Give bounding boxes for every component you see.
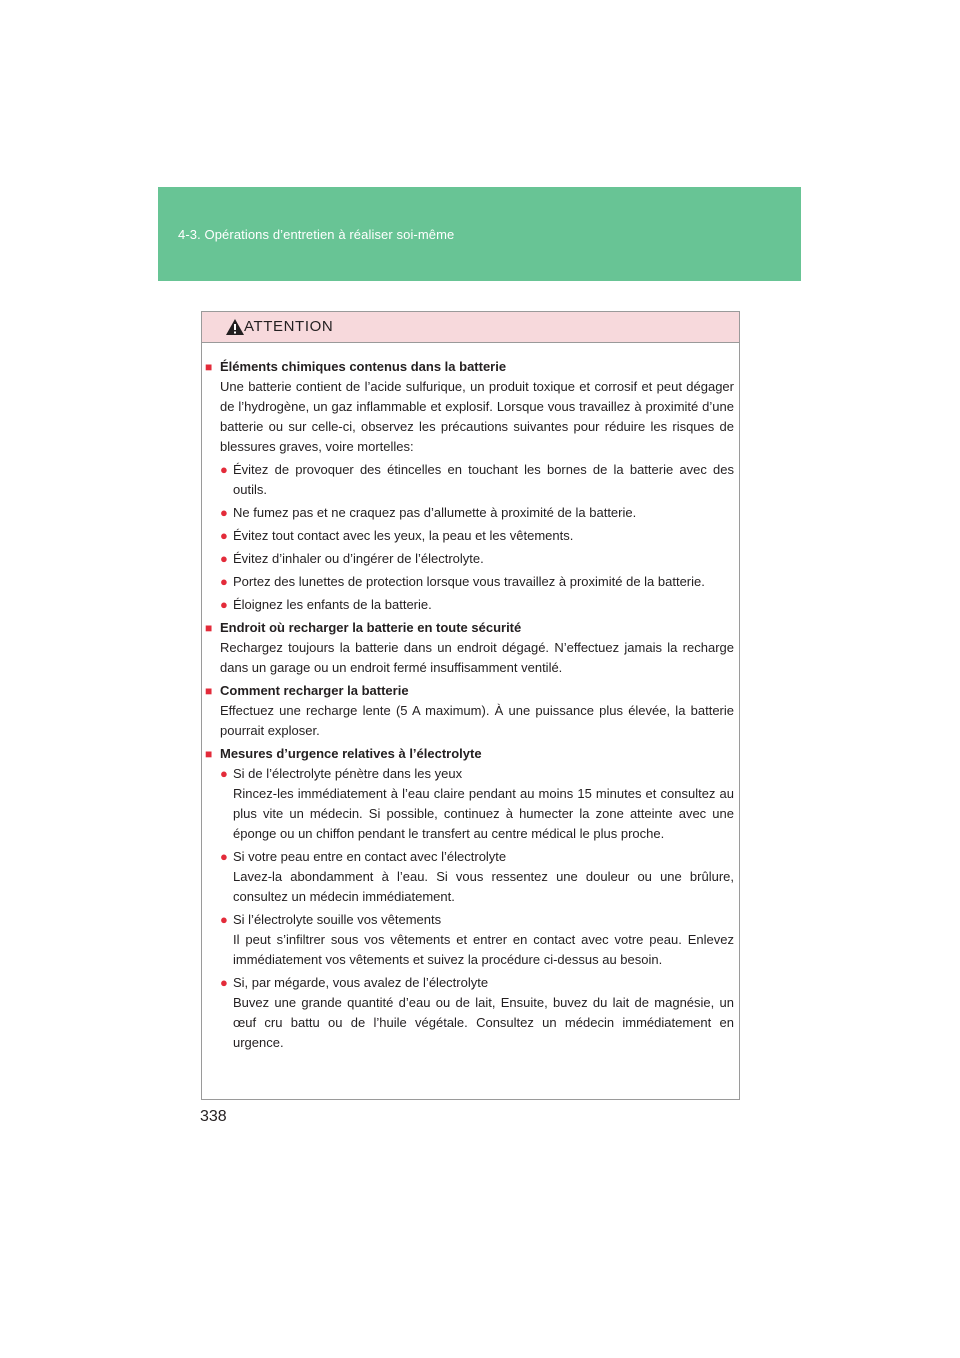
section-paragraph: Effectuez une recharge lente (5 A maximum). À une puissance plus élevée, la batterie pourrait exploser. [220,703,734,738]
section-header-band [158,187,801,281]
bullet-dot-icon: ● [220,505,228,520]
square-bullet-icon: ■ [205,684,213,698]
page-number: 338 [200,1108,227,1125]
section-title: 4-3. Opérations d’entretien à réaliser soi-même [178,227,455,242]
warning-body [202,343,739,1053]
list-item: ● Évitez tout contact avec les yeux, la peau et les vêtements. [220,526,734,546]
list-item: ● Portez des lunettes de protection lorsque vous travaillez à proximité de la batterie. [220,572,734,592]
bullet-dot-icon: ● [220,975,228,990]
list-item: ● Si votre peau entre en contact avec l’électrolyte Lavez-la abondamment à l’eau. Si vous ressentez une douleur ou une brûlure, consultez un médecin immédiatement. [220,849,734,904]
bullet-dot-icon: ● [220,574,228,589]
square-bullet-icon: ■ [205,360,213,374]
section-heading: ■ Comment recharger la batterie [205,681,734,701]
list-item: ● Si, par mégarde, vous avalez de l’électrolyte Buvez une grande quantité d’eau ou de lait, Ensuite, buvez du lait de magnésie, un œuf cru battu ou de l’huile végétale. Consultez un médecin immédiatement en urgence. [220,975,734,1050]
section-paragraph: Une batterie contient de l’acide sulfurique, un produit toxique et corrosif et peut dégager de l’hydrogène, un gaz inflammable et explosif. Lorsque vous travaillez à proximité d’une batterie ou sur celle-ci, observez les précautions suivantes pour réduire les risques de blessures graves, voire mortelles: [220,379,734,454]
list-item: ● Ne fumez pas et ne craquez pas d’allumette à proximité de la batterie. [220,503,734,523]
emergency-list [205,764,734,1053]
list-item: ● Évitez de provoquer des étincelles en touchant les bornes de la batterie avec des outils. [220,462,734,497]
list-item: ● Éloignez les enfants de la batterie. [220,595,734,615]
warning-triangle-icon [225,318,245,336]
section-heading: ■ Éléments chimiques contenus dans la batterie [205,357,734,377]
bullet-dot-icon: ● [220,597,228,612]
warning-box [201,311,740,1100]
section-paragraph: Rechargez toujours la batterie dans un endroit dégagé. N’effectuez jamais la recharge dans un garage ou un endroit fermé insuffisamment ventilé. [220,640,734,675]
list-item: ● Si l’électrolyte souille vos vêtements Il peut s’infiltrer sous vos vêtements et entrer en contact avec votre peau. Enlevez immédiatement vos vêtements et suivez la procédure ci-dessus au besoin. [220,912,734,967]
square-bullet-icon: ■ [205,747,213,761]
list-item: ● Évitez d’inhaler ou d’ingérer de l’électrolyte. [220,549,734,569]
section-heading: ■ Mesures d’urgence relatives à l’électrolyte [205,744,734,764]
list-item: ● Si de l’électrolyte pénètre dans les yeux Rincez-les immédiatement à l’eau claire pendant au moins 15 minutes et consultez au plus vite un médecin. Si possible, continuez à humecter la zone atteinte avec une éponge ou un chiffon pendant le transfert au centre médical le plus proche. [220,766,734,841]
section-heading: ■ Endroit où recharger la batterie en toute sécurité [205,618,734,638]
bullet-dot-icon: ● [220,849,228,864]
square-bullet-icon: ■ [205,621,213,635]
warning-header [202,312,739,343]
bullet-dot-icon: ● [220,551,228,566]
bullet-dot-icon: ● [220,766,228,781]
bullet-dot-icon: ● [220,462,228,477]
warning-label: ATTENTION [244,318,334,335]
bullet-dot-icon: ● [220,528,228,543]
bullet-dot-icon: ● [220,912,228,927]
